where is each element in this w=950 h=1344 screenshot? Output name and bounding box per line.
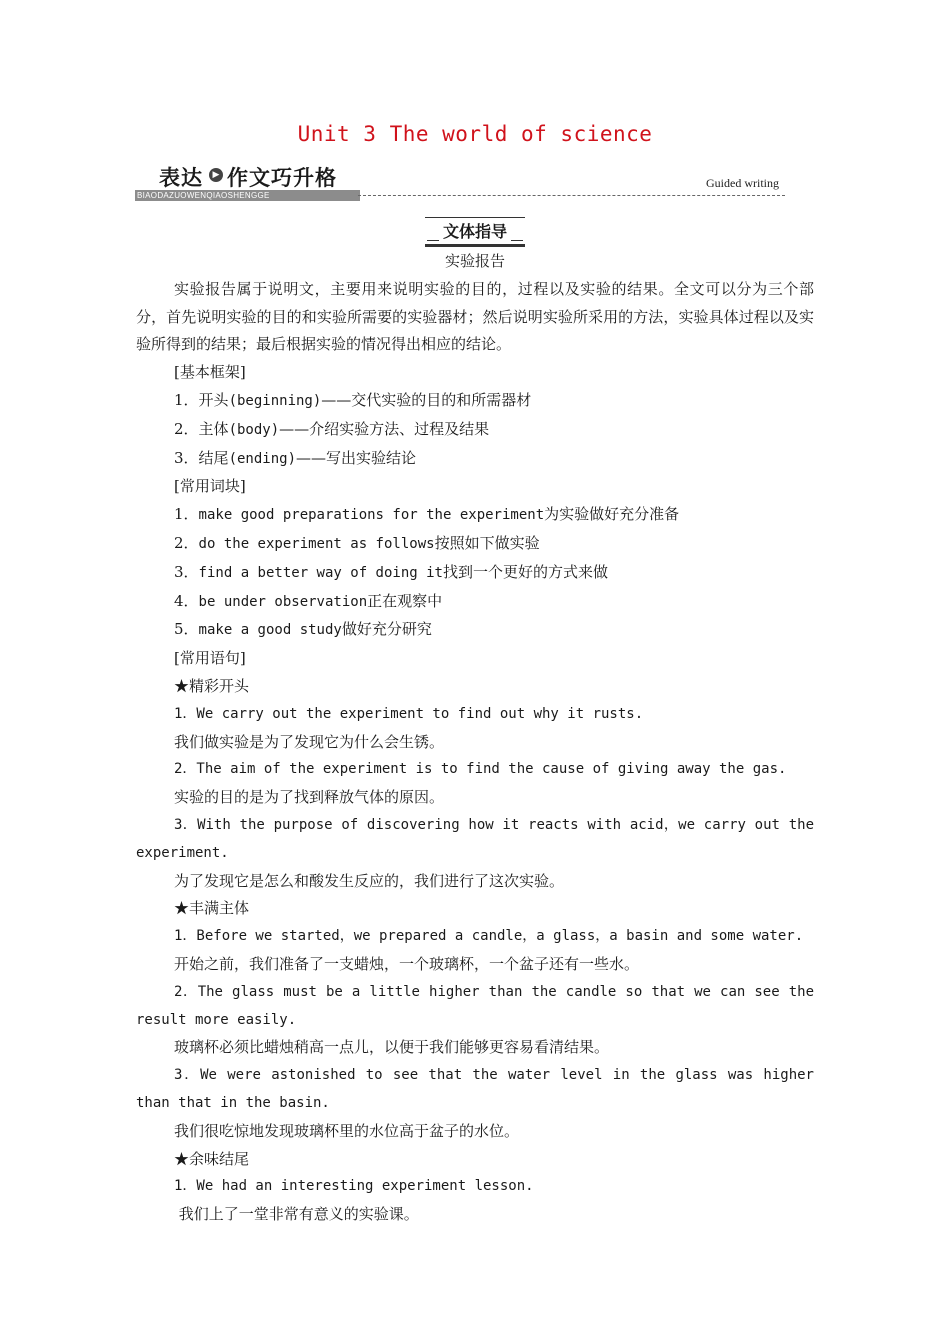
framework-item: 3．结尾(ending)——写出实验结论 bbox=[174, 448, 417, 467]
banner-right-label: Guided writing bbox=[706, 176, 779, 190]
intro-paragraph: 实验报告属于说明文，主要用来说明实验的目的，过程以及实验的结果。全文可以分为三个部分，首先说明实验的目的和实验所需要的实验器材；然后说明实验所采用的方法，实验具体过程以及实验所得到的结果；最后根据实验的情况得出相应的结论。 bbox=[136, 279, 814, 354]
section-banner bbox=[135, 160, 785, 204]
document-body bbox=[136, 248, 814, 1229]
sentence-en-continued: experiment. bbox=[136, 844, 229, 861]
subtitle: 实验报告 bbox=[444, 252, 505, 270]
framework-item: 2．主体(body)——介绍实验方法、过程及结果 bbox=[174, 419, 490, 438]
section-title: 文体指导 bbox=[425, 217, 525, 247]
page-title: Unit 3 The world of science bbox=[297, 122, 653, 146]
sentence-en: 3．We were astonished to see that the water level in the glass was higher bbox=[174, 1067, 814, 1084]
sentence-en: 1．Before we started，we prepared a candle，a glass，a basin and some water. bbox=[174, 928, 804, 945]
sentence-en-continued: than that in the basin. bbox=[136, 1094, 330, 1111]
arrow-icon: ▶ bbox=[209, 168, 223, 182]
sentence-en-continued: result more easily. bbox=[136, 1011, 297, 1028]
framework-heading: [基本框架] bbox=[174, 363, 246, 382]
banner-divider bbox=[358, 195, 785, 196]
sentence-en: 2．The glass must be a little higher than the candle so that we can see the bbox=[174, 983, 814, 1000]
sentence-en: 1．We carry out the experiment to find out why it rusts. bbox=[174, 705, 644, 722]
sentence-zh: 玻璃杯必须比蜡烛稍高一点儿，以便于我们能够更容易看清结果。 bbox=[174, 1038, 610, 1057]
chunk-item: 1．make good preparations for the experiment为实验做好充分准备 bbox=[174, 505, 680, 524]
chunk-item: 2．do the experiment as follows按照如下做实验 bbox=[174, 533, 540, 552]
chunk-item: 3．find a better way of doing it找到一个更好的方式来做 bbox=[174, 562, 608, 581]
section-badge bbox=[0, 217, 950, 247]
sentence-zh: 实验的目的是为了找到释放气体的原因。 bbox=[174, 788, 445, 807]
sentence-zh: 开始之前，我们准备了一支蜡烛，一个玻璃杯，一个盆子还有一些水。 bbox=[174, 954, 640, 973]
banner-title-right: 作文巧升格 bbox=[227, 166, 337, 190]
sentence-zh: 我们上了一堂非常有意义的实验课。 bbox=[174, 1205, 419, 1224]
sentence-zh: 为了发现它是怎么和酸发生反应的，我们进行了这次实验。 bbox=[174, 871, 565, 890]
banner-title-left: 表达 bbox=[159, 166, 203, 190]
body-heading: ★丰满主体 bbox=[174, 899, 250, 918]
sentence-en: 3．With the purpose of discovering how it reacts with acid，we carry out the bbox=[174, 816, 814, 833]
chunks-heading: [常用词块] bbox=[174, 477, 246, 496]
opening-heading: ★精彩开头 bbox=[174, 676, 250, 695]
banner-pinyin: BIAODAZUOWENQIAOSHENGGE bbox=[135, 190, 360, 201]
sentence-zh: 我们很吃惊地发现玻璃杯里的水位高于盆子的水位。 bbox=[174, 1121, 520, 1140]
sentence-zh: 我们做实验是为了发现它为什么会生锈。 bbox=[174, 732, 445, 751]
ending-heading: ★余味结尾 bbox=[174, 1149, 250, 1168]
framework-item: 1．开头(beginning)——交代实验的目的和所需器材 bbox=[174, 390, 532, 409]
chunk-item: 4．be under observation正在观察中 bbox=[174, 591, 443, 610]
sentence-en: 1．We had an interesting experiment lesson. bbox=[174, 1178, 534, 1195]
chunk-item: 5．make a good study做好充分研究 bbox=[174, 620, 432, 639]
banner-title bbox=[159, 162, 337, 192]
sentence-en: 2．The aim of the experiment is to find the cause of giving away the gas. bbox=[174, 761, 787, 778]
sentences-heading: [常用语句] bbox=[174, 649, 246, 668]
